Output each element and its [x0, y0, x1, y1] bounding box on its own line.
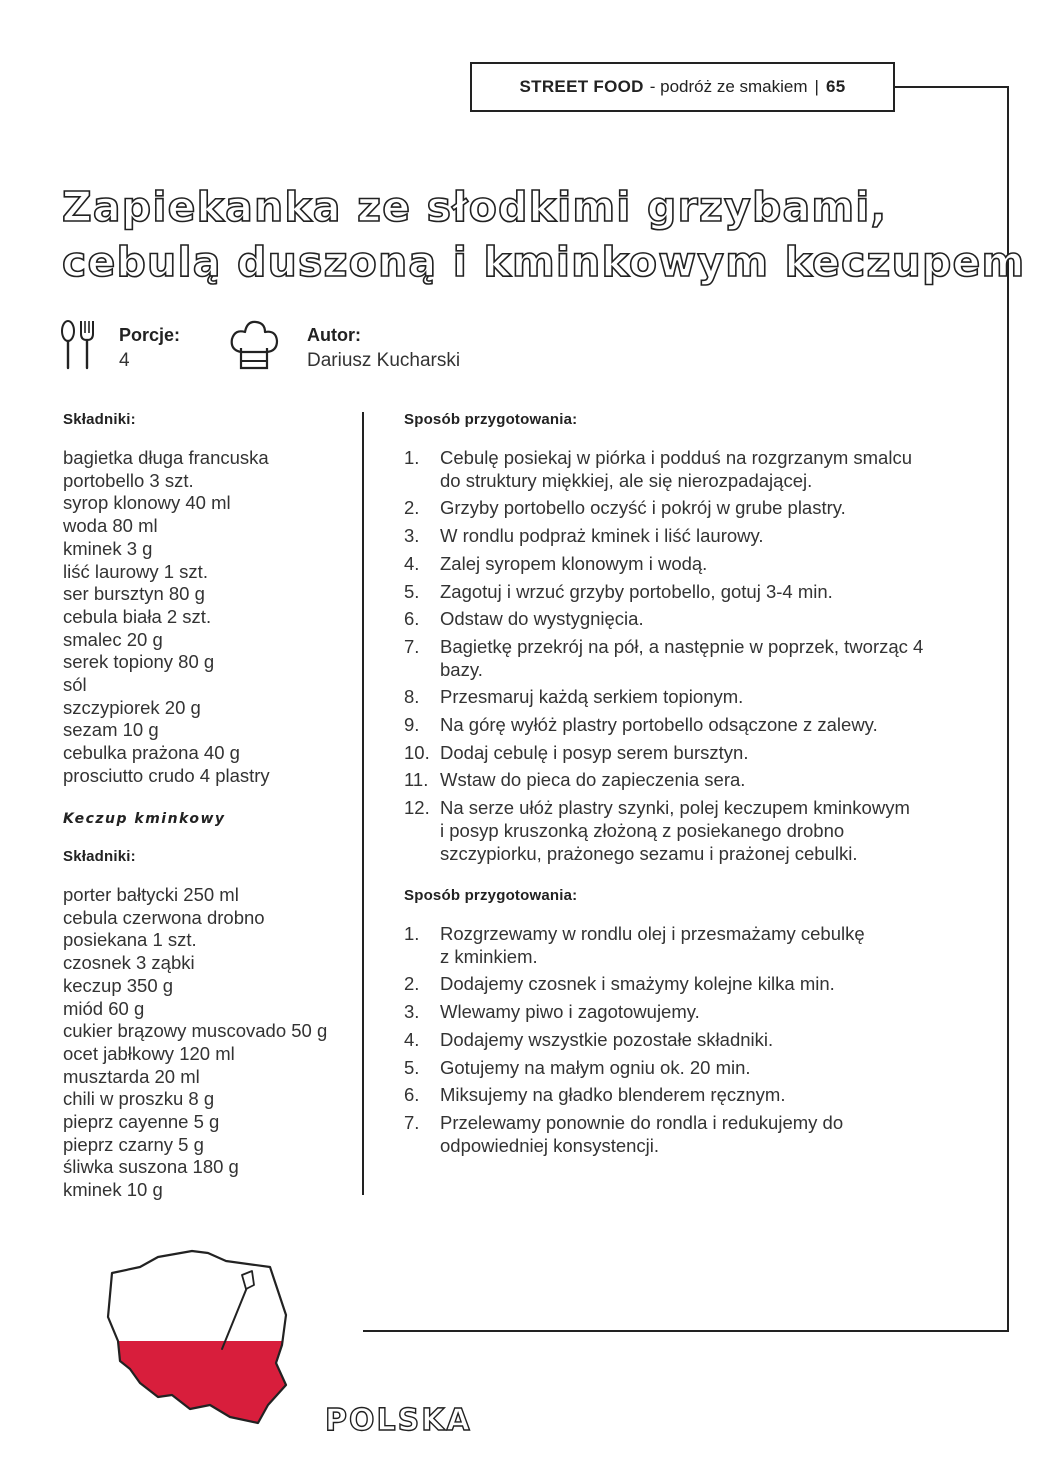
step-text-line: W rondlu podpraż kminek i liść laurowy.: [440, 525, 764, 547]
author-label: Autor:: [307, 325, 361, 345]
step-number: 1.: [404, 923, 420, 944]
step-text: [440, 1084, 960, 1107]
method-step: [404, 581, 960, 604]
ingredient-item: porter bałtycki 250 ml: [63, 884, 239, 905]
ingredients-heading: Składniki:: [63, 411, 136, 428]
method-step: [404, 923, 960, 968]
ingredient-item: woda 80 ml: [63, 515, 158, 537]
method-step: [404, 1112, 960, 1157]
ketchup-method-steps: [404, 923, 960, 1162]
step-text-line: Bagietkę przekrój na pół, a następnie w poprzek, tworząc 4: [440, 635, 924, 657]
ingredient-item: posiekana 1 szt.: [63, 929, 197, 951]
step-text-line: szczypiorku, prażonego sezamu i prażonej cebulki.: [440, 842, 858, 864]
method-step: [404, 714, 960, 737]
ingredient-item: cebulka prażona 40 g: [63, 742, 240, 764]
method-step: [404, 525, 960, 548]
step-text-line: i posyp kruszonką złożoną z posiekanego drobno: [440, 819, 845, 841]
cutlery-icon: [58, 318, 98, 377]
step-text-line: Wstaw do pieca do zapieczenia sera.: [440, 769, 746, 791]
step-number: 7.: [404, 635, 420, 657]
step-text-line: Odstaw do wystygnięcia.: [440, 608, 644, 630]
step-text-line: Zagotuj i wrzuć grzyby portobello, gotuj 3-4 min.: [440, 580, 833, 602]
step-text: [440, 686, 960, 709]
method-steps: [404, 447, 960, 870]
ingredient-item: cebula biała 2 szt.: [63, 605, 212, 627]
step-text: [440, 447, 960, 492]
page-header: [470, 62, 895, 112]
step-text: [440, 714, 960, 737]
author-value: Dariusz Kucharski: [307, 350, 461, 371]
step-number: 3.: [404, 1001, 420, 1023]
method-step: [404, 1084, 960, 1107]
method-step: [404, 769, 960, 792]
ingredient-item: chili w proszku 8 g: [63, 1088, 215, 1110]
step-number: 10.: [404, 741, 430, 763]
chef-hat-icon: [228, 318, 280, 377]
step-number: 12.: [404, 797, 430, 819]
method-step: [404, 797, 960, 865]
step-text: [440, 553, 960, 576]
step-text-line: Grzyby portobello oczyść i pokrój w grube plastry.: [440, 497, 846, 519]
ingredient-item: pieprz czarny 5 g: [63, 1133, 204, 1155]
step-number: 6.: [404, 608, 420, 630]
ingredient-item: pieprz cayenne 5 g: [63, 1111, 220, 1133]
poland-map-icon: [100, 1245, 290, 1435]
country-name: POLSKA: [325, 1403, 472, 1438]
step-text-line: Dodajemy czosnek i smażymy kolejne kilka min.: [440, 973, 835, 995]
ketchup-ingredients-list: [63, 884, 327, 1202]
header-separator: |: [814, 77, 819, 96]
step-text: [440, 1112, 960, 1157]
step-text-line: Przelewamy ponownie do rondla i redukujemy do: [440, 1111, 844, 1133]
ingredient-item: serek topiony 80 g: [63, 651, 215, 673]
step-number: 7.: [404, 1111, 420, 1133]
step-number: 11.: [404, 769, 429, 791]
ketchup-ingredients-heading: Składniki:: [63, 848, 136, 865]
method-step: [404, 1029, 960, 1052]
step-number: 5.: [404, 580, 420, 602]
ingredient-item: kminek 3 g: [63, 537, 153, 559]
frame-line-bottom: [363, 1330, 1009, 1332]
step-text-line: Przesmaruj każdą serkiem topionym.: [440, 686, 744, 708]
step-text-line: Wlewamy piwo i zagotowujemy.: [440, 1001, 700, 1023]
method-step: [404, 742, 960, 765]
ingredient-item: ocet jabłkowy 120 ml: [63, 1042, 235, 1064]
step-text: [440, 525, 960, 548]
ingredient-item: portobello 3 szt.: [63, 469, 194, 491]
step-number: 8.: [404, 686, 420, 708]
step-number: 5.: [404, 1056, 420, 1078]
method-step: [404, 447, 960, 492]
step-number: 6.: [404, 1084, 420, 1106]
frame-line-top: [895, 86, 1009, 88]
servings-label: Porcje:: [119, 325, 181, 345]
ingredient-item: smalec 20 g: [63, 628, 163, 650]
ingredient-item: cukier brązowy muscovado 50 g: [63, 1020, 328, 1042]
step-text-line: odpowiedniej konsystencji.: [440, 1134, 660, 1156]
method-heading: Sposób przygotowania:: [404, 411, 578, 428]
step-number: 4.: [404, 1028, 420, 1050]
ingredient-item: keczup 350 g: [63, 974, 174, 996]
step-text-line: Miksujemy na gładko blenderem ręcznym.: [440, 1084, 786, 1106]
method-step: [404, 973, 960, 996]
step-number: 4.: [404, 552, 420, 574]
method-step: [404, 553, 960, 576]
step-text: [440, 742, 960, 765]
method-step: [404, 636, 960, 681]
ingredient-item: sezam 10 g: [63, 719, 159, 741]
step-text-line: Cebulę posiekaj w piórka i podduś na rozgrzanym smalcu: [440, 447, 912, 468]
step-text: [440, 608, 960, 631]
ingredient-item: czosnek 3 ząbki: [63, 952, 195, 974]
ingredient-item: musztarda 20 ml: [63, 1065, 200, 1087]
ingredient-item: prosciutto crudo 4 plastry: [63, 764, 270, 786]
step-text: [440, 1001, 960, 1024]
ingredient-item: miód 60 g: [63, 997, 145, 1019]
flag-white-band: [100, 1245, 290, 1341]
recipe-title-line-1: Zapiekanka ze słodkimi grzybami,: [62, 183, 888, 231]
book-subtitle: - podróż ze smakiem: [649, 77, 808, 96]
step-text-line: Na serze ułóż plastry szynki, polej keczupem kminkowym: [440, 797, 910, 819]
method-step: [404, 1001, 960, 1024]
step-text-line: Gotujemy na małym ogniu ok. 20 min.: [440, 1056, 751, 1078]
ingredient-item: syrop klonowy 40 ml: [63, 492, 231, 514]
step-text-line: bazy.: [440, 658, 483, 680]
step-text-line: Dodaj cebulę i posyp serem bursztyn.: [440, 741, 749, 763]
step-text-line: Dodajemy wszystkie pozostałe składniki.: [440, 1028, 774, 1050]
ketchup-title: Keczup kminkowy: [63, 811, 226, 827]
step-text-line: z kminkiem.: [440, 945, 538, 967]
method-step: [404, 686, 960, 709]
step-text: [440, 797, 960, 865]
step-text: [440, 581, 960, 604]
step-number: 9.: [404, 714, 420, 736]
method-step: [404, 1057, 960, 1080]
step-text-line: Na górę wyłóż plastry portobello odsączone z zalewy.: [440, 714, 878, 736]
method-step: [404, 497, 960, 520]
step-text-line: Zalej syropem klonowym i wodą.: [440, 552, 708, 574]
step-number: 3.: [404, 525, 420, 547]
step-text: [440, 923, 960, 968]
step-number: 2.: [404, 973, 420, 995]
recipe-title-line-2: cebulą duszoną i kminkowym keczupem: [62, 238, 1026, 286]
ingredient-item: kminek 10 g: [63, 1179, 163, 1201]
step-text: [440, 973, 960, 996]
step-text: [440, 769, 960, 792]
page-number: 65: [825, 77, 846, 96]
ingredient-item: śliwka suszona 180 g: [63, 1156, 239, 1178]
column-divider: [362, 412, 364, 1195]
step-text-line: Rozgrzewamy w rondlu olej i przesmażamy cebulkę: [440, 923, 865, 944]
ingredient-item: ser bursztyn 80 g: [63, 583, 205, 605]
method-step: [404, 608, 960, 631]
step-text: [440, 636, 960, 681]
ingredient-item: liść laurowy 1 szt.: [63, 560, 208, 582]
ingredients-list: [63, 447, 270, 788]
step-text: [440, 1029, 960, 1052]
step-number: 2.: [404, 497, 420, 519]
ingredient-item: bagietka długa francuska: [63, 447, 269, 468]
ingredient-item: sól: [63, 674, 87, 696]
ingredient-item: cebula czerwona drobno: [63, 906, 265, 928]
step-number: 1.: [404, 447, 420, 468]
book-title: STREET FOOD: [519, 77, 644, 96]
servings-value: 4: [119, 350, 130, 371]
step-text: [440, 1057, 960, 1080]
ketchup-method-heading: Sposób przygotowania:: [404, 887, 578, 904]
ingredient-item: szczypiorek 20 g: [63, 696, 201, 718]
step-text-line: do struktury miękkiej, ale się nierozpadającej.: [440, 469, 813, 491]
step-text: [440, 497, 960, 520]
